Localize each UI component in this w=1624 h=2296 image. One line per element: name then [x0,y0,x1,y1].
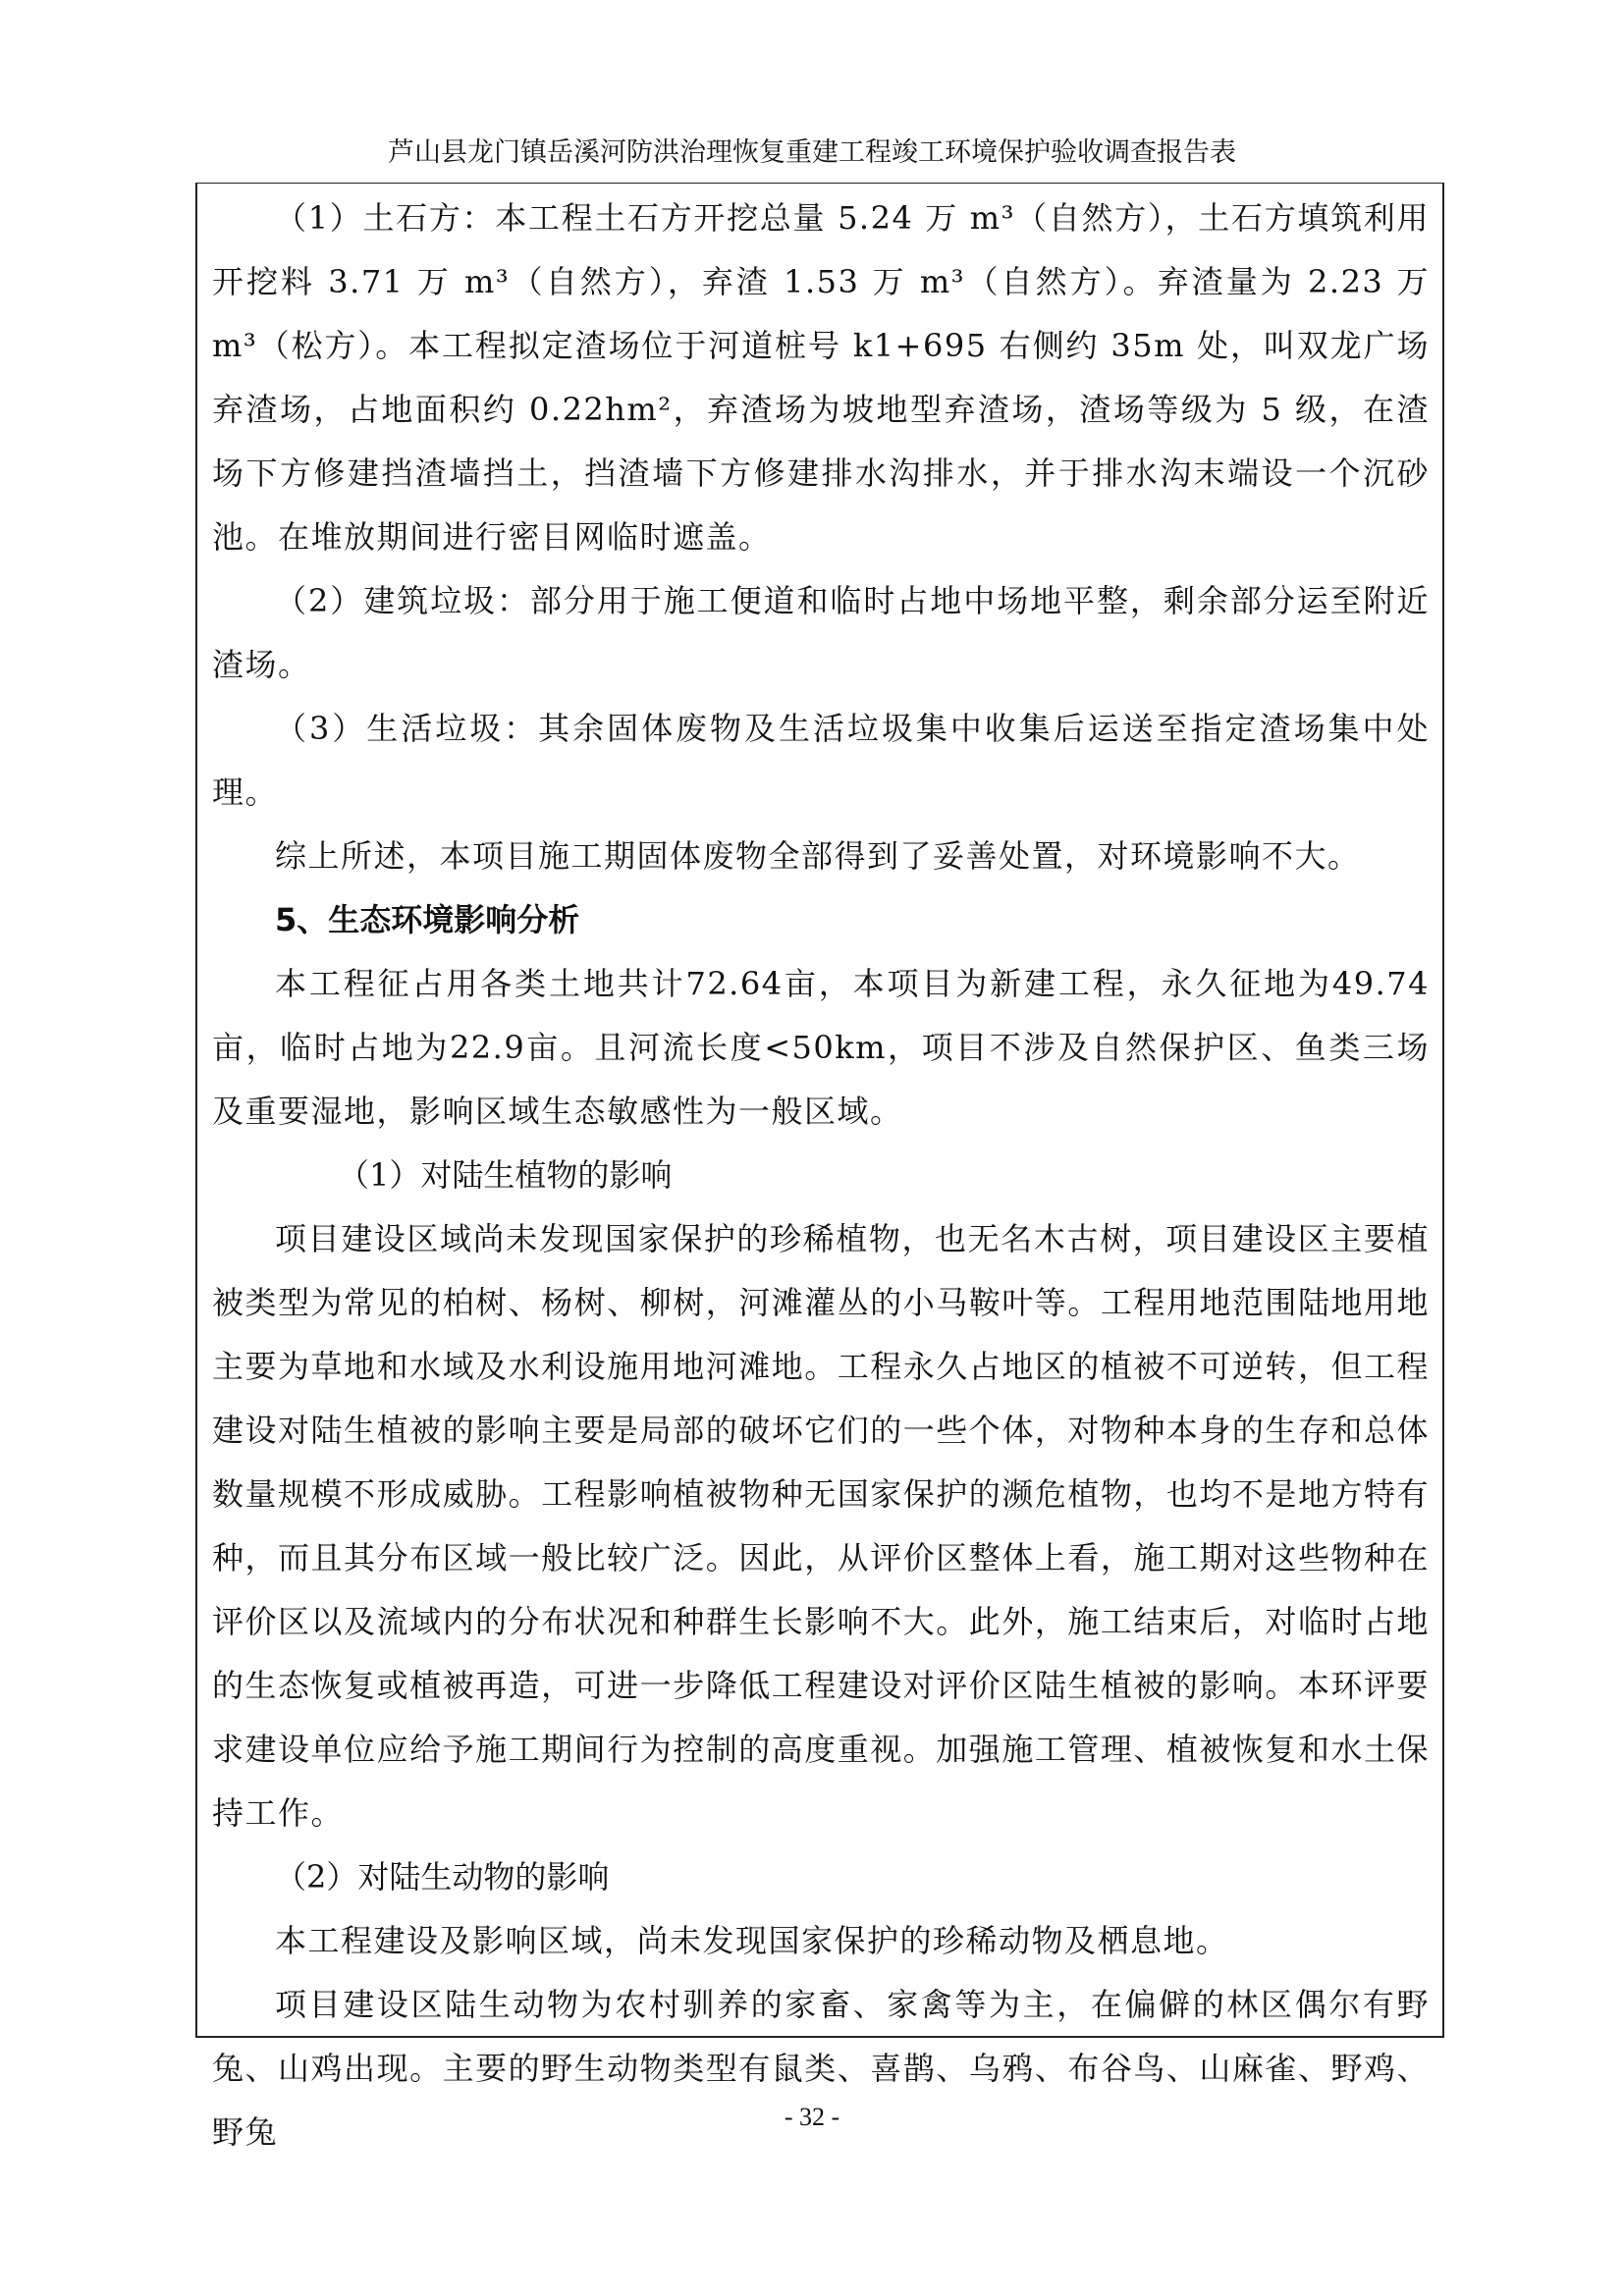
subheading-terrestrial-animals: （2）对陆生动物的影响 [275,1858,610,1896]
paragraph-domestic-waste: （3）生活垃圾：其余固体废物及生活垃圾集中收集后运送至指定渣场集中处理。 [212,710,1430,811]
paragraph-land-use: 本工程征占用各类土地共计72.64亩，本项目为新建工程，永久征地为49.74亩，临时占地为22.9亩。且河流长度<50km，项目不涉及自然保护区、鱼类三场及重要湿地，影响区域生态敏感性为一般区域。 [212,965,1430,1130]
paragraph-plants-impact: 项目建设区域尚未发现国家保护的珍稀植物，也无名木古树，项目建设区主要植被类型为常见的柏树、杨树、柳树，河滩灌丛的小马鞍叶等。工程用地范围陆地用地主要为草地和水域及水利设施用地河滩地。工程永久占地区的植被不可逆转，但工程建设对陆生植被的影响主要是局部的破坏它们的一些个体，对物种本身的生存和总体数量规模不形成威胁。工程影响植被物种无国家保护的濒危植物，也均不是地方特有种，而且其分布区域一般比较广泛。因此，从评价区整体上看，施工期对这些物种在评价区以及流域内的分布状况和种群生长影响不大。此外，施工结束后，对临时占地的生态恢复或植被再造，可进一步降低工程建设对评价区陆生植被的影响。本环评要求建设单位应给予施工期间行为控制的高度重视。加强施工管理、植被恢复和水土保持工作。 [212,1220,1430,1832]
paragraph-no-rare-animals: 本工程建设及影响区域，尚未发现国家保护的珍稀动物及栖息地。 [275,1922,1229,1959]
paragraph-construction-waste: （2）建筑垃圾：部分用于施工便道和临时占地中场地平整，剩余部分运至附近渣场。 [212,582,1430,683]
paragraph-animals-types: 项目建设区陆生动物为农村驯养的家畜、家禽等为主，在偏僻的林区偶尔有野兔、山鸡出现。主要的野生动物类型有鼠类、喜鹊、乌鸦、布谷鸟、山麻雀、野鸡、野兔 [212,1986,1430,2151]
subheading-terrestrial-plants: （1）对陆生植物的影响 [338,1156,673,1194]
page-number: - 32 - [784,2103,840,2131]
section-heading-ecology: 5、生态环境影响分析 [275,901,580,938]
document-header: 芦山县龙门镇岳溪河防洪治理恢复重建工程竣工环境保护验收调查报告表 [388,137,1236,168]
paragraph-earthwork: （1）土石方：本工程土石方开挖总量 5.24 万 m³（自然方），土石方填筑利用开挖料 3.71 万 m³（自然方），弃渣 1.53 万 m³（自然方）。弃渣量为 2.23 万 m³（松方）。本工程拟定渣场位于河道桩号 k1+695 右侧约 35m 处，叫双龙广场弃渣场，占地面积约 0.22hm²，弃渣场为坡地型弃渣场，渣场等级为 5 级，在渣场下方修建挡渣墙挡土，挡渣墙下方修建排水沟排水，并于排水沟末端设一个沉砂池。在堆放期间进行密目网临时遮盖。 [212,199,1430,556]
report-body [212,187,1430,2164]
paragraph-summary: 综上所述，本项目施工期固体废物全部得到了妥善处置，对环境影响不大。 [275,837,1361,875]
